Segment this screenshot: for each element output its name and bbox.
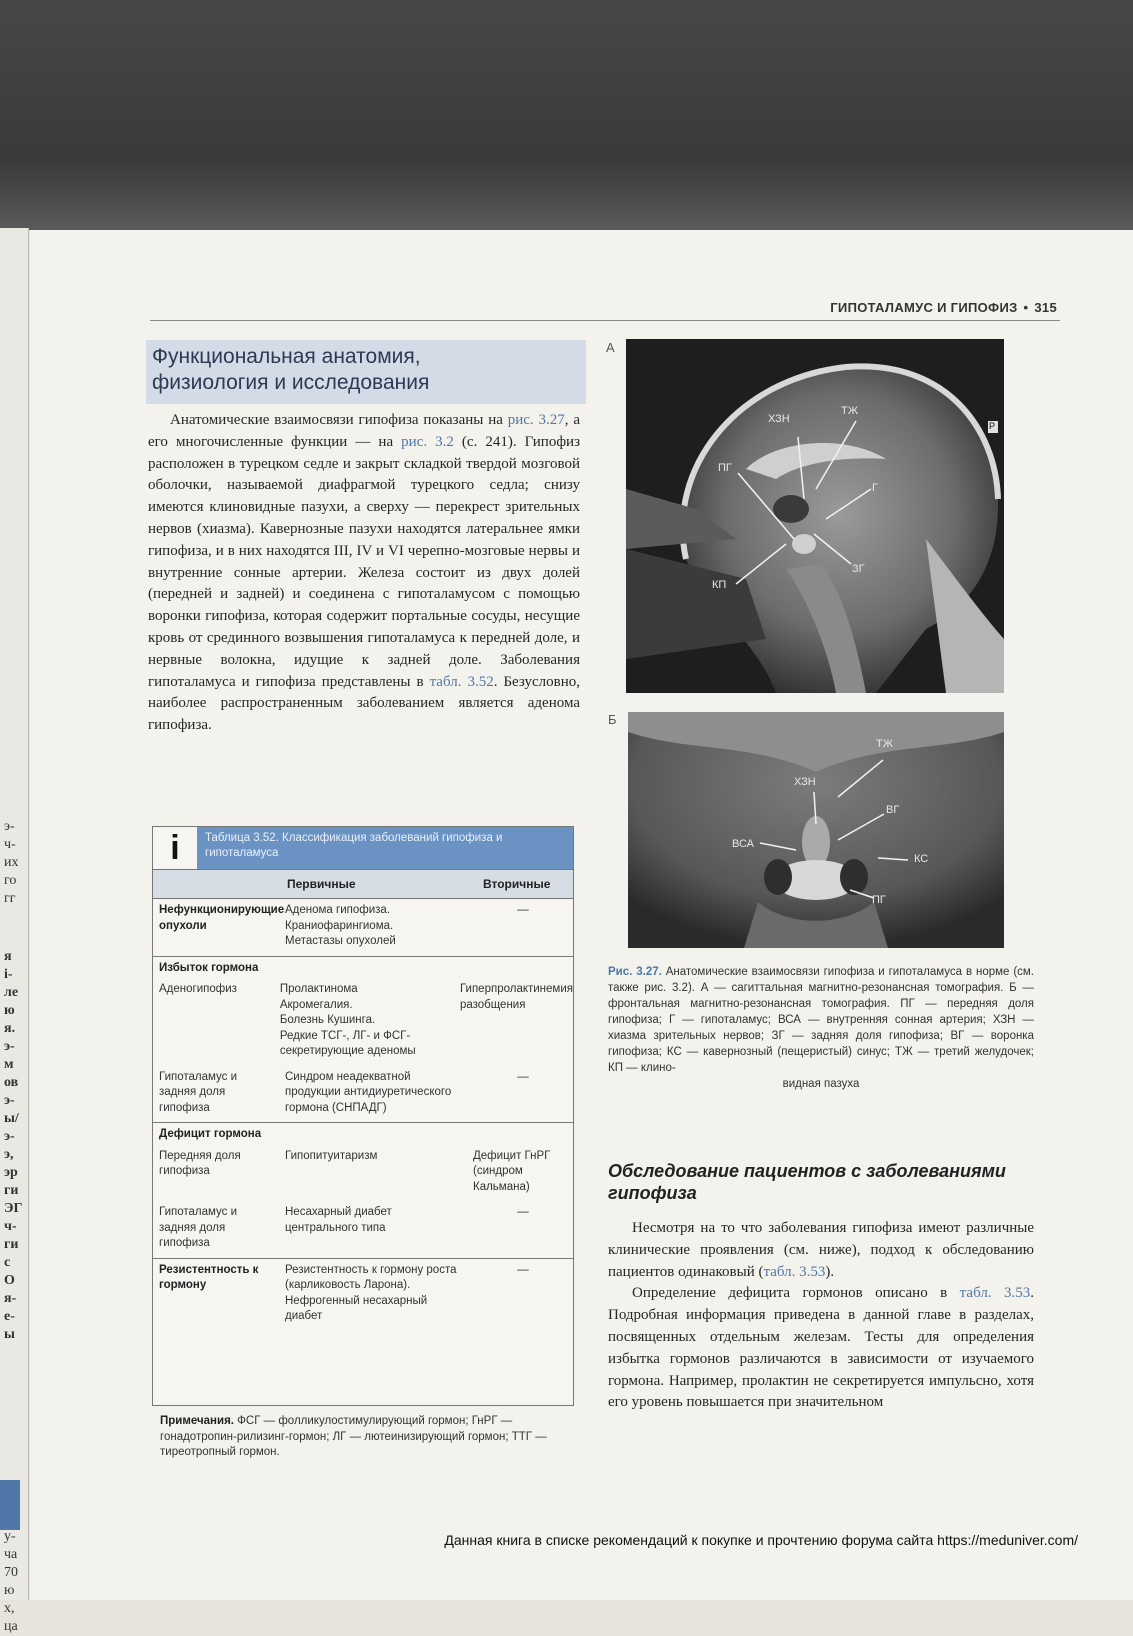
paragraph: Анатомические взаимосвязи гипофиза показаны на рис. 3.27, а его многочисленные функции — на рис. 3.2 (с. 241). Гипофиз расположен в турецком седле и закрыт складкой твердой мозговой оболочки, называемой диафрагмой турецкого седла; снизу имеются клиновидные пазухи, а сверху — перекрест зрительных нервов (хиазма). Кавернозные пазухи находятся латеральнее ямки гипофиза, и в них находятся III, IV и VI черепно-мозговые нервы и внутренние сонные артерии. Железа состоит из двух долей (передней и задней) и соединена с гипоталамусом с помощью воронки гипофиза, которая содержит портальные сосуды, несущие кровь от срединного возвышения гипоталамуса к передней доле, и нервные волокна, идущие к задней доле. Заболевания гипоталамуса и гипофиза представлены в табл. 3.52. Безусловно, наиболее распространенным заболеванием является аденома гипофиза.	[148, 412, 581, 734]
table-header-row	[153, 869, 573, 899]
sagittal-mri-drawing	[626, 339, 1004, 693]
label-xzn: ХЗН	[768, 413, 790, 425]
label-vsa: ВСА	[732, 838, 755, 850]
scan-dark-margin	[0, 0, 1133, 230]
table-note: Примечания. ФСГ — фолликулостимулирующий гормон; ГнРГ — гонадотропин-рилизинг-гормон; ЛГ — лютеинизирующий гормон; ТТГ — тиреотропный гормон.	[160, 1415, 547, 1458]
prev-page-blue-tab	[0, 1480, 20, 1530]
subsection-title: Обследование пациентов с заболеваниями гипофиза	[608, 1161, 1006, 1203]
table-row: Нефункционирующие опухоли Аденома гипофиза. Краниофарингиома. Метастазы опухолей —	[159, 904, 529, 947]
prev-page-fragment: я i- ле ю я. э- м ов э- ы/ э- э, эр ги ЭГ ч- ги с О я- е- ы	[4, 949, 23, 1342]
paragraph: Определение дефицита гормонов описано в табл. 3.53. Подробная информация приведена в данной главе в разделах, посвященных отдельным железам. Тесты для определения избытка гормонов различаются в зависимости от изучаемого гормона. Например, пролактин не секретируется импульсно, хотя его уровень повышается при значительном	[608, 1285, 1035, 1411]
page-number: 315	[1034, 300, 1057, 315]
label-pg: ПГ	[872, 894, 886, 906]
classification-table	[152, 826, 574, 1406]
running-head-title: ГИПОТАЛАМУС И ГИПОФИЗ	[830, 300, 1018, 315]
prev-page-fragment: э- ч- их го гг	[4, 819, 19, 906]
coronal-mri-drawing	[628, 712, 1004, 948]
figure-link[interactable]: рис. 3.27	[507, 412, 565, 428]
label-tzh: ТЖ	[876, 738, 893, 750]
right-body-text	[608, 1218, 1034, 1414]
running-head-separator: •	[1023, 300, 1029, 315]
label-tzh: ТЖ	[841, 405, 858, 417]
figure-caption: Рис. 3.27. Анатомические взаимосвязи гипофиза и гипоталамуса в норме (см. также рис. 3.2). А — сагиттальная магнитно-резонансная томография. Б — фронтальная магнитно-резонансная томография. ПГ — передняя доля гипофиза; Г — гипоталамус; ВСА — внутренняя сонная артерия; ХЗН — хиазма зрительных нервов; ЗГ — задняя доля гипофиза; ВГ — воронка гипофиза; КС — кавернозный (пещеристый) синус; ТЖ — третий желудочек; КП — клино- видная пазуха	[608, 966, 1034, 1090]
prev-page-fragment: у- ча 70 ю х, ца	[4, 1529, 18, 1634]
label-pg: ПГ	[718, 462, 732, 474]
table-group-heading: Избыток гормона	[153, 956, 573, 979]
site-footer-note: Данная книга в списке рекомендаций к покупке и прочтению форума сайта https://meduniver.com/	[444, 1532, 1078, 1548]
header-rule	[150, 320, 1060, 321]
info-icon: i	[153, 827, 197, 869]
table-caption: Таблица 3.52. Классификация заболеваний гипофиза и гипоталамуса	[197, 827, 573, 869]
column-header-secondary: Вторичные	[483, 877, 551, 891]
column-header-primary: Первичные	[287, 877, 356, 891]
table-row: Аденогипофиз Пролактинома Акромегалия. Болезнь Кушинга. Редкие ТСГ-, ЛГ- и ФСГ-секретирующие аденомы Гиперпролактинемия разобщения	[159, 983, 573, 1057]
table-row: Передняя доля гипофиза Гипопитуитаризм Дефицит ГнРГ (синдром Кальмана)	[159, 1149, 551, 1193]
left-body-text	[148, 410, 580, 737]
label-g: Г	[872, 482, 878, 494]
table-row: Резистентность к гормону Резистентность к гормону роста (карликовость Ларона). Нефрогенный несахарный диабет —	[153, 1258, 573, 1331]
figure-letter-a: А	[606, 340, 615, 355]
table-link[interactable]: табл. 3.53	[959, 1285, 1031, 1302]
label-kp: КП	[712, 579, 727, 591]
table-row: Гипоталамус и задняя доля гипофиза Синдром неадекватной продукции антидиуретического гормона (СНПАДГ) —	[159, 1070, 529, 1114]
table-link[interactable]: табл. 3.52	[429, 673, 494, 690]
label-vg: ВГ	[886, 804, 900, 816]
label-xzn: ХЗН	[794, 776, 816, 788]
figure-caption-label: Рис. 3.27.	[608, 966, 662, 978]
label-ks: КС	[914, 853, 929, 865]
label-corner: P	[989, 421, 996, 431]
sagittal-mri-image	[626, 339, 1004, 693]
running-head	[737, 300, 1057, 315]
table-link[interactable]: табл. 3.53	[763, 1263, 826, 1280]
paragraph: Несмотря на то что заболевания гипофиза имеют различные клинические проявления (см. ниже), подход к обследованию пациентов одинаковый (табл. 3.53).	[608, 1220, 1034, 1280]
figure-link[interactable]: рис. 3.2	[401, 433, 454, 450]
figure-letter-b: Б	[608, 712, 617, 727]
label-zg: ЗГ	[852, 563, 865, 575]
section-title: Функциональная анатомия, физиология и исследования	[146, 340, 586, 404]
coronal-mri-image	[628, 712, 1004, 948]
table-group-heading: Дефицит гормона	[153, 1122, 573, 1145]
previous-page-edge	[0, 228, 29, 1634]
table-row: Гипоталамус и задняя доля гипофиза Несахарный диабет центрального типа —	[159, 1206, 529, 1249]
